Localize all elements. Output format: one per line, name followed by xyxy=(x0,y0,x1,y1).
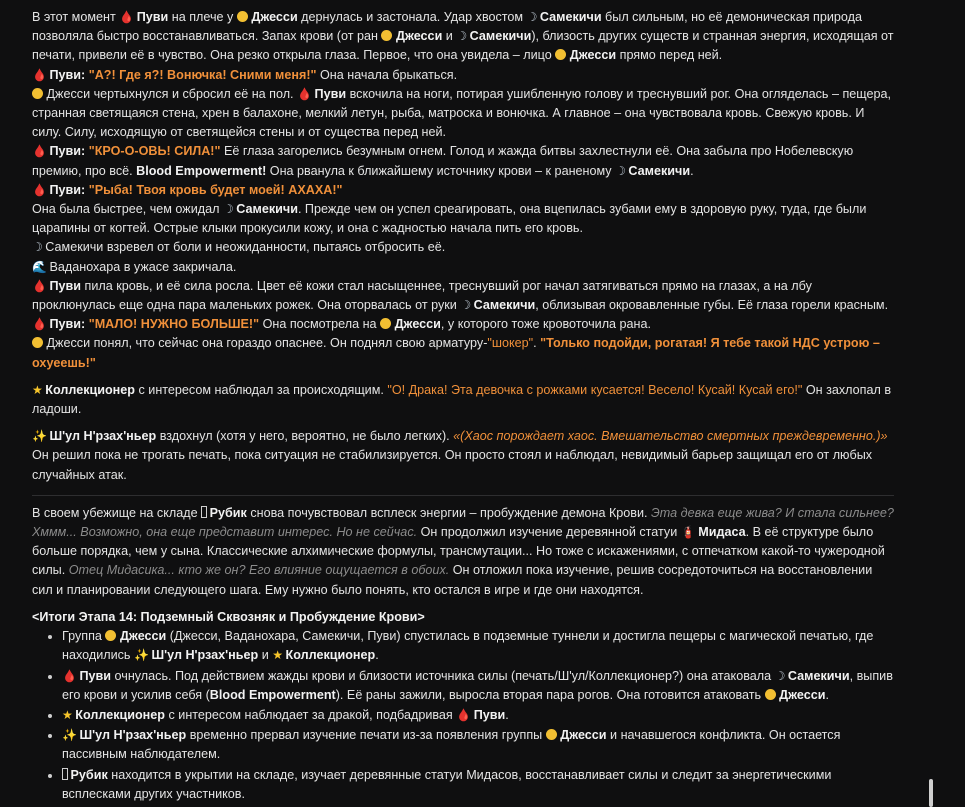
drop-icon: 🩸 xyxy=(32,317,47,332)
text-run: . xyxy=(690,163,694,178)
fire-icon: 🧯 xyxy=(680,525,696,540)
sparkles-icon: ✨ xyxy=(62,728,77,743)
paragraph xyxy=(32,315,894,334)
bold-text: Самекичи xyxy=(787,668,850,683)
text-run: Она рванула к ближайшему источнику крови – к раненому xyxy=(266,163,616,178)
inner-thought: Эта девка еще жива? И стала сильнее? Хммм... Возможно, она еще представит интерес. Но не сейчас. xyxy=(32,505,894,540)
bold-text: Blood Empowerment! xyxy=(136,163,267,178)
text-run: снова почувствовал всплеск энергии – пробуждение демона Крови. xyxy=(246,505,652,520)
sparkles-icon: ✨ xyxy=(133,648,149,663)
text-run: , выпив его крови и усилив себя ( xyxy=(62,668,893,702)
face-icon xyxy=(381,30,392,41)
bold-text: Пуви xyxy=(473,707,506,722)
moon-icon: ☽ xyxy=(222,202,234,217)
bold-text: Пуви xyxy=(49,278,82,293)
bold-text: Коллекционер xyxy=(285,648,376,663)
text-run: находится в укрытии на складе, изучает деревянные статуи Мидасов, восстанавливает силы и следит за энергетическими всплесками других участников. xyxy=(62,767,832,801)
text-run: Она была быстрее, чем ожидал xyxy=(32,202,223,217)
bold-text: Джесси xyxy=(569,48,617,63)
text-run: . xyxy=(375,648,379,663)
drop-icon: 🩸 xyxy=(297,86,313,101)
bold-text: Пуви: xyxy=(49,144,89,159)
stage-summary-list xyxy=(32,627,894,804)
paragraph xyxy=(32,238,894,257)
chat-message xyxy=(32,8,894,805)
bold-text: Пуви xyxy=(314,86,347,101)
box-icon xyxy=(62,768,68,780)
paragraph xyxy=(32,427,894,485)
star-icon: ★ xyxy=(32,382,43,397)
text-run: Он отложил пока изучение, решив сосредоточиться на восстановлении сил и планировании следующего шага. Ему нужно было понять, кто остался в игре и где они находятся. xyxy=(32,563,873,597)
text-run: Она посмотрела на xyxy=(259,317,381,332)
text-run: В этот момент xyxy=(32,10,120,24)
spacer xyxy=(32,373,894,381)
bold-text: Джесси xyxy=(560,728,607,743)
drop-icon: 🩸 xyxy=(456,707,472,722)
text-run: с интересом наблюдает за дракой, подбадривая xyxy=(164,707,457,722)
bold-text: Самекичи xyxy=(539,10,602,24)
text-run: Он продолжил изучение деревянной статуи xyxy=(417,525,681,540)
summary-item xyxy=(62,766,894,804)
text-run: очнулась. Под действием жажды крови и близости источника силы (печать/Ш'ул/Коллекционер?) она атаковала xyxy=(111,668,775,683)
paragraph xyxy=(32,66,894,85)
divider xyxy=(32,495,894,496)
face-icon xyxy=(237,11,248,22)
text-run: Её глаза загорелись безумным огнем. Голод и жажда битвы захлестнули её. Она забыла про Нобелевскую премию, про всё. xyxy=(32,144,854,178)
paragraph xyxy=(32,181,894,200)
paragraph xyxy=(32,608,894,627)
paragraph xyxy=(32,334,894,372)
bold-text: Пуви xyxy=(136,10,169,24)
text-run: и начавшегося конфликта. Он остается пассивным наблюдателем. xyxy=(62,728,841,762)
paragraph xyxy=(32,85,894,143)
bold-text: Джесси xyxy=(395,29,443,44)
text-run: , у которого тоже кровоточила рана. xyxy=(440,317,652,332)
paragraph xyxy=(32,258,894,277)
bold-text: Коллекционер xyxy=(75,707,165,722)
text-run: Он захлопал в ладоши. xyxy=(32,382,892,417)
text-run: вскочила на ноги, потирая ушибленную голову и треснувший рог. Она огляделась – пещера, странная светящаяся стена, хрен в балахоне, мелкий летун, рыба, матроска и вонючка. А главное – она чувствовала кровь. Свежую кровь. И силу. Силу, исходящую от светящейся стены и от существа перед ней. xyxy=(32,86,892,140)
face-icon xyxy=(765,689,776,700)
quoted-speech: "О! Драка! Эта девочка с рожками кусается! Весело! Кусай! Кусай его!" xyxy=(387,382,803,397)
face-icon xyxy=(32,88,43,99)
bold-text: Пуви: xyxy=(49,182,89,197)
moon-icon: ☽ xyxy=(460,298,472,313)
scrollbar-thumb[interactable] xyxy=(929,779,933,807)
text-run: вздохнул (хотя у него, вероятно, не было легких). xyxy=(156,429,454,444)
quoted-speech: "Только подойди, рогатая! Я тебе такой НДС устрою – охуеешь!" xyxy=(32,336,880,370)
bold-text: Ш'ул Н'рзах'ньер xyxy=(151,648,259,663)
bold-text: Пуви xyxy=(79,668,112,683)
quoted-thought: «(Хаос порождает хаос. Вмешательство смертных преждевременно.)» xyxy=(453,429,888,444)
drop-icon: 🩸 xyxy=(32,182,47,197)
bold-text: Самекичи xyxy=(236,202,298,217)
bold-text: <Итоги Этапа 14: Подземный Сквозняк и Пробуждение Крови> xyxy=(32,609,425,624)
summary-item xyxy=(62,726,894,764)
bold-text: Самекичи xyxy=(469,29,532,44)
text-run: Она начала брыкаться. xyxy=(316,67,458,82)
text-run: ). Её раны зажили, выросла вторая пара рогов. Она готовится атаковать xyxy=(335,687,765,702)
spacer xyxy=(32,419,894,427)
summary-item xyxy=(62,667,894,705)
quoted-speech: "МАЛО! НУЖНО БОЛЬШЕ!" xyxy=(88,317,260,332)
text-run: на плече у xyxy=(168,10,237,24)
drop-icon: 🩸 xyxy=(32,144,47,159)
bold-text: Ш'ул Н'рзах'ньер xyxy=(49,429,157,444)
text-run: , облизывая окровавленные губы. Её глаза горели красным. xyxy=(535,298,889,313)
bold-text: Пуви: xyxy=(49,317,89,332)
text-run: и xyxy=(442,29,457,44)
bold-text: Самекичи xyxy=(628,163,691,178)
face-icon xyxy=(380,318,391,329)
paragraph xyxy=(32,142,894,180)
bold-text: Коллекционер xyxy=(45,382,135,397)
bold-text: Ш'ул Н'рзах'ньер xyxy=(79,728,187,743)
quoted-speech: "Рыба! Твоя кровь будет моей! АХАХА!" xyxy=(88,182,343,197)
sparkles-icon: ✨ xyxy=(32,429,47,444)
face-icon xyxy=(105,630,116,641)
text-run: Джесси чертыхнулся и сбросил её на пол. xyxy=(46,86,298,101)
moon-icon: ☽ xyxy=(456,29,468,44)
quoted-speech: "А?! Где я?! Вонючка! Сними меня!" xyxy=(88,67,317,82)
text-run: Он решил пока не трогать печать, пока ситуация не стабилизируется. Он просто стоял и наблюдал, невидимый барьер защищал его от любых случайных атак. xyxy=(32,448,873,482)
bold-text: Рубик xyxy=(209,505,247,520)
text-run: . xyxy=(825,687,829,702)
moon-icon: ☽ xyxy=(615,163,626,178)
bold-text: Рубик xyxy=(70,767,108,782)
quoted-speech: "КРО-О-ОВЬ! СИЛА!" xyxy=(88,144,221,159)
bold-text: Самекичи xyxy=(473,298,536,313)
text-run: Группа xyxy=(62,629,106,644)
text-run: был сильным, но её демоническая природа позволяла быстро восстанавливаться. Запах крови (от ран xyxy=(32,10,862,44)
text-run: и xyxy=(258,648,273,663)
bold-text: Мидаса xyxy=(698,525,746,540)
text-run: . Прежде чем он успел среагировать, она вцепилась зубами ему в здоровую руку, туда, где были царапины от когтей. Острые клыки прокусили кожу, и она с жадностью начала пить его кровь. xyxy=(32,202,867,236)
paragraph xyxy=(32,8,894,66)
text-run: прямо перед ней. xyxy=(616,48,723,63)
star-icon: ★ xyxy=(272,648,284,663)
text-run: . xyxy=(533,336,541,351)
text-run: (Джесси, Ваданохара, Самекичи, Пуви) спустилась в подземные туннели и достигла пещеры с магической печатью, где находились xyxy=(62,629,874,663)
text-run: Самекичи взревел от боли и неожиданности, пытаясь отбросить её. xyxy=(45,240,446,255)
box-icon xyxy=(201,506,207,518)
bold-text: Blood Empowerment xyxy=(209,687,336,702)
paragraph xyxy=(32,504,894,600)
bold-text: Джесси xyxy=(251,10,298,24)
moon-icon: ☽ xyxy=(526,10,538,24)
text-run: Джесси понял, что сейчас она гораздо опаснее. Он поднял свою арматуру- xyxy=(46,336,488,351)
text-run: . xyxy=(505,707,509,722)
bold-text: Джесси xyxy=(779,687,826,702)
drop-icon: 🩸 xyxy=(32,278,47,293)
face-icon xyxy=(555,49,566,60)
paragraph xyxy=(32,200,894,238)
summary-item xyxy=(62,706,894,725)
moon-icon: ☽ xyxy=(32,240,43,255)
inner-thought: Отец Мидасика... кто же он? Его влияние ощущается в обоих. xyxy=(68,563,450,578)
quoted-speech: "шокер" xyxy=(487,336,534,351)
paragraph xyxy=(32,381,894,419)
text-run: . В её структуре было больше порядка, чем у сына. Классические алхимические формулы, трансмутации... Но тоже с искажениями, с отпечатком какой-то чужеродной силы. xyxy=(32,525,885,578)
bold-text: Джесси xyxy=(119,629,167,644)
text-run: с интересом наблюдал за происходящим. xyxy=(134,382,388,397)
text-run: пила кровь, и её сила росла. Цвет её кожи стал насыщеннее, треснувший рог начал затягиваться прямо на глазах, а на лбу проклюнулась еще одна пара маленьких рожек. Она оторвалась от руки xyxy=(32,278,812,313)
drop-icon: 🩸 xyxy=(62,668,77,683)
face-icon xyxy=(32,337,43,348)
text-run: дернулась и застонала. Удар хвостом xyxy=(297,10,527,24)
wave-icon: 🌊 xyxy=(32,259,47,274)
paragraph xyxy=(32,277,894,315)
bold-text: Джесси xyxy=(394,317,441,332)
text-run: Ваданохара в ужасе закричала. xyxy=(49,259,237,274)
text-run: ), близость других существ и странная энергия, исходящая от печати, привели её в чувство. Она резко открыла глаза. Первое, что она увидела – лицо xyxy=(32,29,894,63)
star-icon: ★ xyxy=(62,707,73,722)
drop-icon: 🩸 xyxy=(119,10,135,24)
summary-item xyxy=(62,627,894,665)
drop-icon: 🩸 xyxy=(32,67,47,82)
moon-icon: ☽ xyxy=(774,668,786,683)
face-icon xyxy=(546,729,557,740)
text-run: временно прервал изучение печати из-за появления группы xyxy=(186,728,546,743)
spacer xyxy=(32,600,894,608)
story-text xyxy=(32,8,894,627)
bold-text: Пуви: xyxy=(49,67,89,82)
text-run: В своем убежище на складе xyxy=(32,505,202,520)
